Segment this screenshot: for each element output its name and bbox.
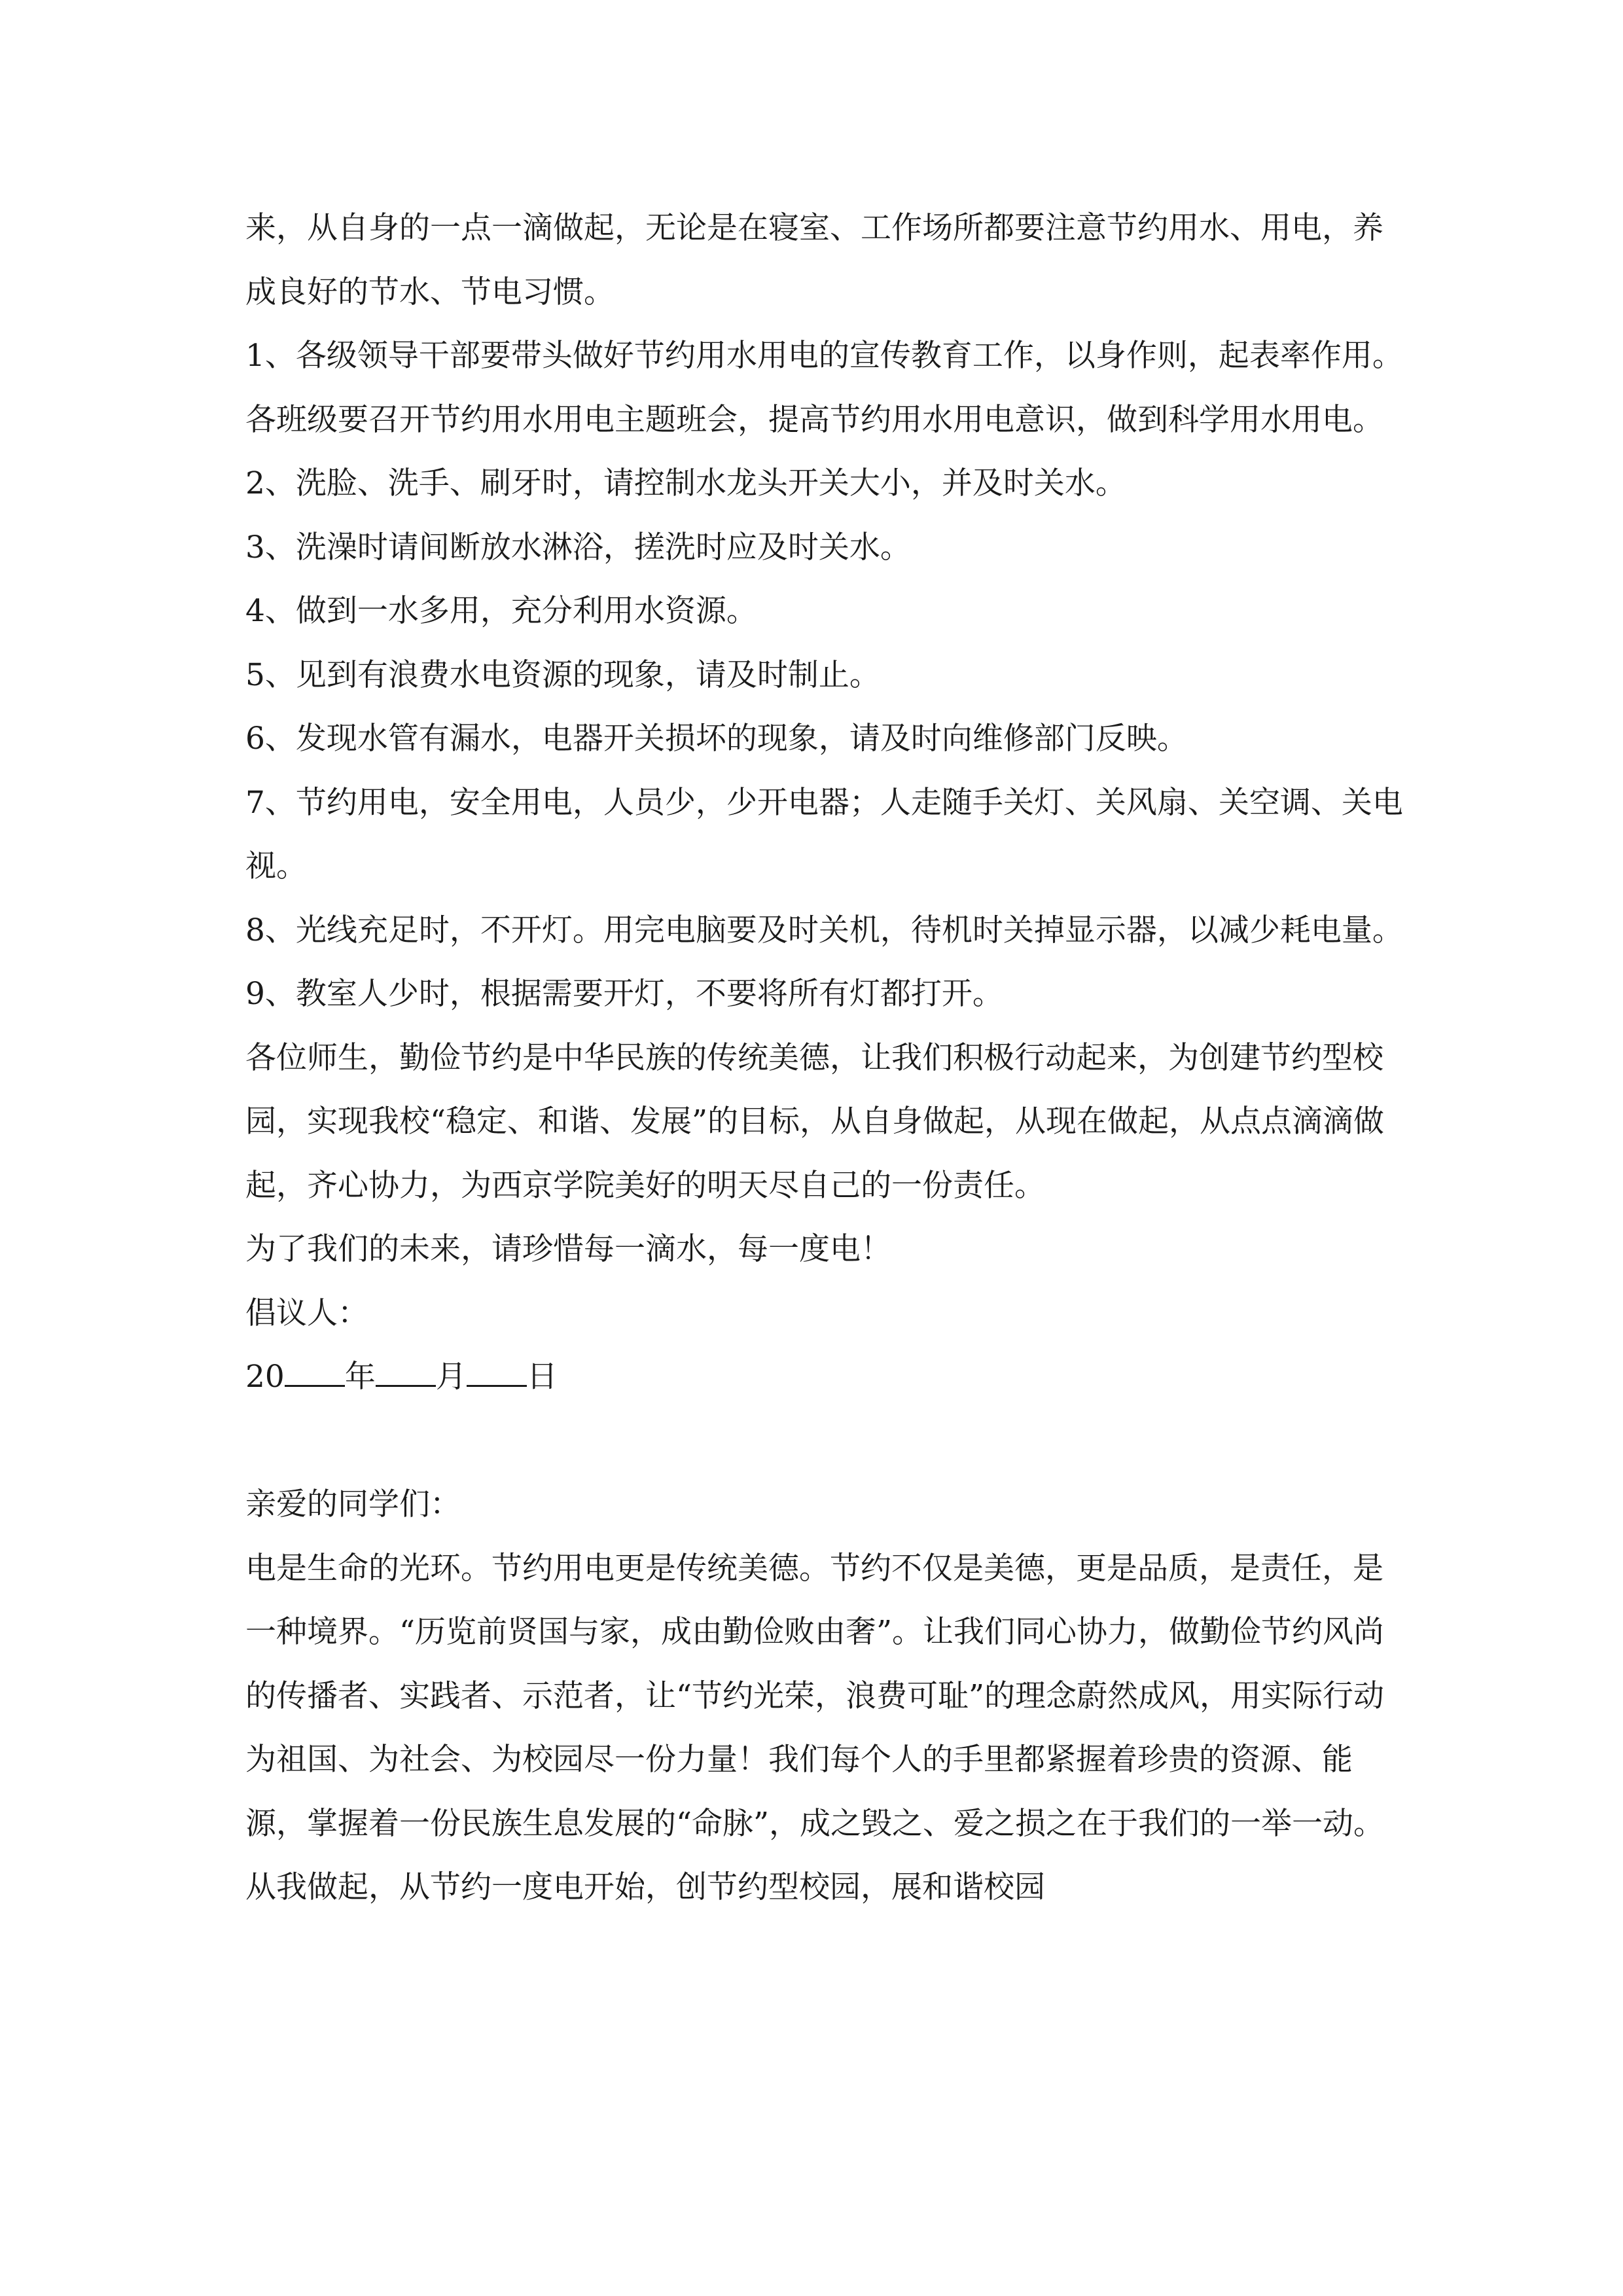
signature-label: 倡议人： xyxy=(245,1295,368,1331)
paragraph-item-1: 1、各级领导干部要带头做好节约用水用电的宣传教育工作，以身作则，起表率作用。各班级要召开节约用水用电主题班会，提高节约用水用电意识，做到科学用水用电。 xyxy=(245,338,1403,438)
paragraph-item-7: 7、节约用电，安全用电，人员少，少开电器；人走随手关灯、关风扇、关空调、关电视。 xyxy=(245,784,1403,884)
date-year-blank xyxy=(285,1360,345,1387)
paragraph-slogan: 为了我们的未来，请珍惜每一滴水，每一度电！ xyxy=(245,1231,891,1267)
paragraph-intro-continuation: 来，从自身的一点一滴做起，无论是在寝室、工作场所都要注意节约用水、用电，养成良好的节水、节电习惯。 xyxy=(245,210,1383,310)
paragraph-appeal: 各位师生，勤俭节约是中华民族的传统美德，让我们积极行动起来，为创建节约型校园，实现我校“稳定、和谐、发展”的目标，从自身做起，从现在做起，从点点滴滴做起，齐心协力，为西京学院美好的明天尽自己的一份责任。 xyxy=(245,1039,1385,1204)
paragraph-item-3: 3、洗澡时请间断放水淋浴，搓洗时应及时关水。 xyxy=(245,529,911,565)
date-day-label: 日 xyxy=(526,1359,558,1395)
greeting: 亲爱的同学们： xyxy=(245,1486,461,1522)
paragraph-item-5: 5、见到有浪费水电资源的现象，请及时制止。 xyxy=(245,656,880,693)
date-month-blank xyxy=(376,1360,436,1387)
paragraph-item-6: 6、发现水管有漏水，电器开关损坏的现象，请及时向维修部门反映。 xyxy=(245,721,1188,757)
date-month-label: 月 xyxy=(435,1359,467,1395)
section-spacer xyxy=(245,1409,1410,1473)
date-year-label: 年 xyxy=(344,1359,376,1395)
paragraph-item-2: 2、洗脸、洗手、刷牙时，请控制水龙头开关大小，并及时关水。 xyxy=(245,465,1126,501)
date-year-prefix: 20 xyxy=(245,1359,285,1395)
document-body xyxy=(245,196,1410,1920)
date-day-blank xyxy=(467,1360,527,1387)
paragraph-item-9: 9、教室人少时，根据需要开灯，不要将所有灯都打开。 xyxy=(245,976,1003,1012)
date-line xyxy=(245,1345,1410,1409)
paragraph-item-8: 8、光线充足时，不开灯。用完电脑要及时关机，待机时关掉显示器，以减少耗电量。 xyxy=(245,912,1403,948)
paragraph-letter-body: 电是生命的光环。节约用电更是传统美德。节约不仅是美德，更是品质，是责任，是一种境界。“历览前贤国与家，成由勤俭败由奢”。让我们同心协力，做勤俭节约风尚的传播者、实践者、示范者，让“节约光荣，浪费可耻”的理念蔚然成风，用实际行动为祖国、为社会、为校园尽一份力量！我们每个人的手里都紧握着珍贵的资源、能源，掌握着一份民族生息发展的“命脉”，成之毁之、爱之损之在于我们的一举一动。从我做起，从节约一度电开始，创节约型校园，展和谐校园 xyxy=(245,1550,1385,1905)
paragraph-item-4: 4、做到一水多用，充分利用水资源。 xyxy=(245,593,757,629)
